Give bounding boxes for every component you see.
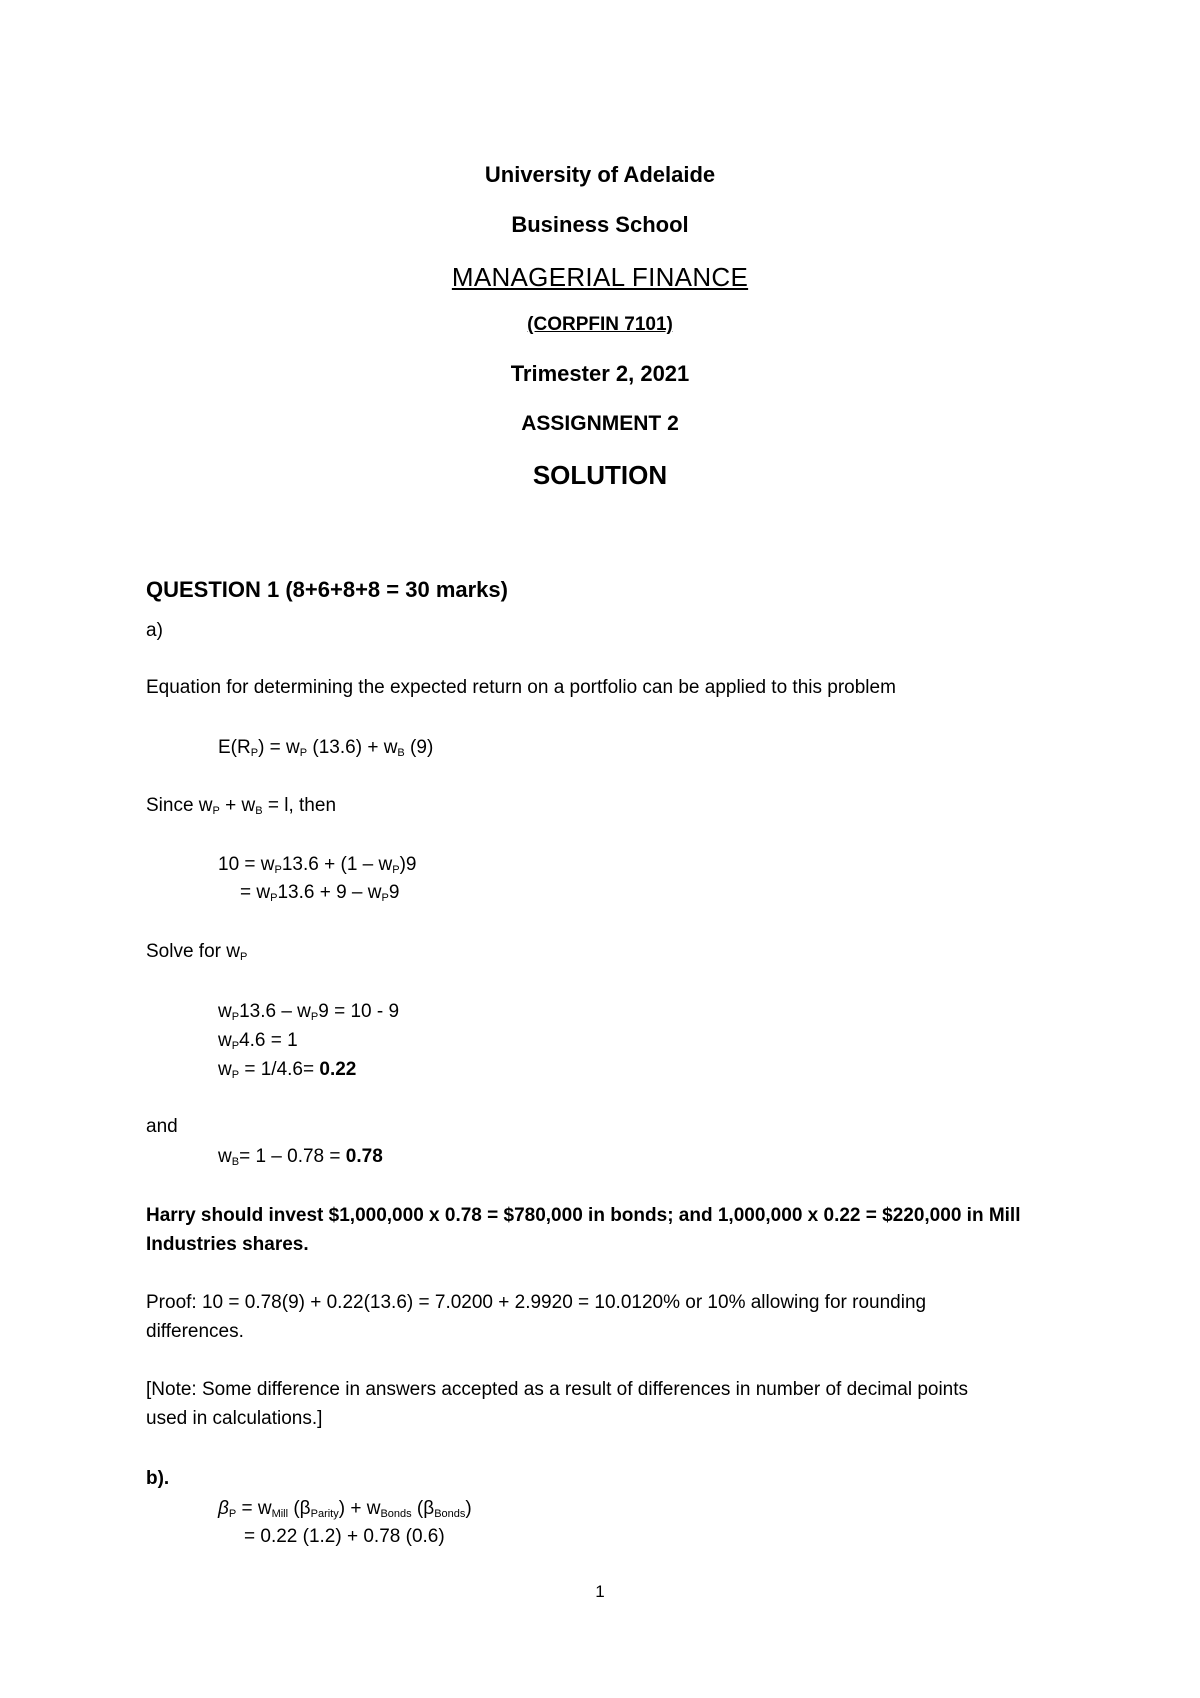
note-line-2: used in calculations.]	[146, 1408, 323, 1429]
solve-step-3: $w_P = 1/4.6= 0.22$	[218, 1059, 357, 1081]
term: Trimester 2, 2021	[510, 361, 690, 386]
proof-line-1: Proof: 10 = 0.78(9) + 0.22(13.6) = 7.0200 + 2.9920 = 10.0120% or 10% allowing for rounding	[146, 1292, 927, 1313]
investment-conclusion-1: Harry should invest $1,000,000 x 0.78 = $780,000 in bonds; and 1,000,000 x 0.22 = $220,000 in Mill	[146, 1205, 1021, 1226]
solve-step-1: $w_P13.6 - w_P9 = 10 - 9$	[218, 1001, 400, 1023]
solve-statement: Solve for $w_P$	[146, 941, 248, 963]
assignment-title: ASSIGNMENT 2	[521, 412, 679, 435]
note-line-1: [Note: Some difference in answers accepted as a result of differences in number of decimal points	[146, 1379, 969, 1400]
and-text: and	[146, 1116, 178, 1137]
expanded-equation: = $w_P13.6 + 9 - w_P9$	[240, 882, 400, 904]
page-number: 1	[595, 1582, 605, 1601]
expected-return-equation: $E(R_P) = w_P$ $(13.6) + w_B$ (9)	[218, 737, 434, 759]
investment-conclusion-2: Industries shares.	[146, 1234, 309, 1255]
proof-line-2: differences.	[146, 1321, 244, 1342]
portfolio-beta-calculation: = 0.22 (1.2) + 0.78 (0.6)	[244, 1526, 445, 1547]
solve-step-2: $w_P4.6 = 1$	[218, 1030, 298, 1052]
university-name: University of Adelaide	[484, 162, 716, 187]
part-b-label: b).	[146, 1468, 170, 1489]
substitution-equation: $10 = w_P13.6 + (1 - w_P)9$	[218, 854, 417, 876]
school-name: Business School	[511, 212, 689, 237]
course-code: (CORPFIN 7101)	[527, 314, 673, 335]
portfolio-beta-equation: $\beta_P = w_{Mill}$ $(\beta_{Parity}) + w_{Bonds}$ $(\beta_{Bonds})$	[218, 1498, 472, 1520]
solution-title: SOLUTION	[532, 460, 668, 490]
part-a-intro: Equation for determining the expected return on a portfolio can be applied to this problem	[146, 677, 896, 698]
course-title: MANAGERIAL FINANCE	[451, 262, 749, 292]
question-1-heading: QUESTION 1 (8+6+8+8 = 30 marks)	[146, 577, 508, 602]
part-a-label: a)	[146, 620, 163, 641]
bond-weight-equation: $w_B= 1 - 0.78 = 0.78$	[218, 1146, 383, 1168]
weights-sum-statement: Since $w_P + w_B = l$, then	[146, 795, 337, 817]
